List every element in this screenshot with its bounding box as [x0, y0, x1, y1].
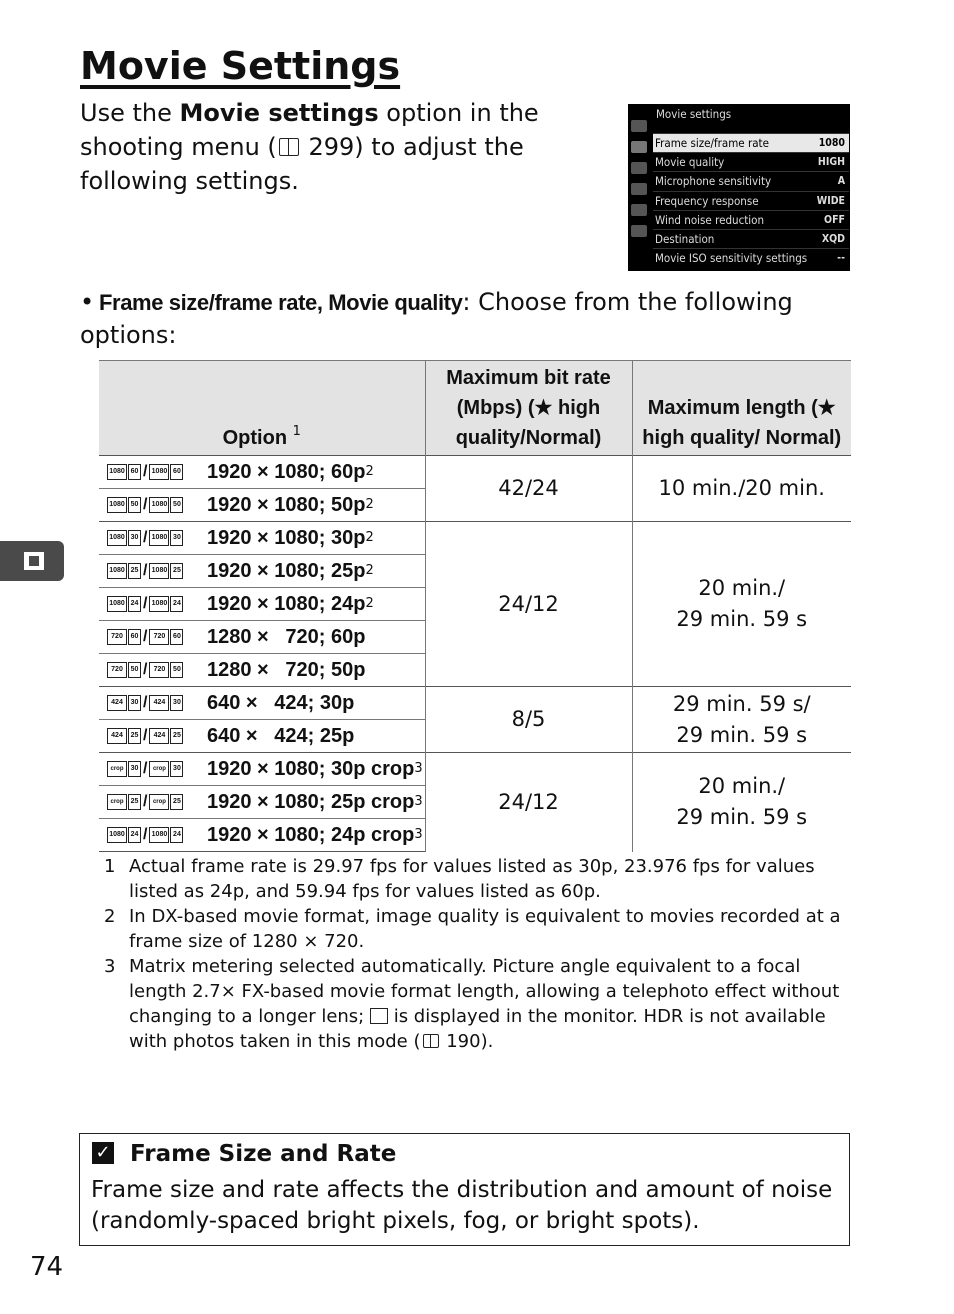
- frame-size-icons: [107, 496, 207, 514]
- footnote: [104, 904, 849, 954]
- frame-size-icon: 1080: [107, 827, 127, 843]
- footnote-number: 3: [104, 956, 116, 977]
- footnote-text-c: ).: [480, 1031, 494, 1052]
- footnote-text-b: is displayed in the monitor. HDR is not available with photos taken in this mode (: [129, 1006, 826, 1052]
- length-cell: [632, 753, 851, 852]
- pencil-icon: [631, 162, 647, 174]
- page-title: Movie Settings: [80, 44, 401, 88]
- frame-size-icon: crop: [107, 761, 127, 777]
- option-label: 1280 × 720; 50p: [207, 658, 366, 681]
- frame-rate-icon: 30: [128, 530, 141, 546]
- menu-item-label: Microphone sensitivity: [655, 174, 772, 189]
- frame-rate-icon: 50: [170, 497, 183, 513]
- frame-size-icons: [107, 529, 207, 547]
- camera-menu-screenshot: [628, 104, 850, 271]
- table-header-row: [99, 361, 851, 456]
- menu-item[interactable]: [653, 248, 849, 267]
- frame-size-icon: 424: [107, 695, 127, 711]
- slash-separator: /: [143, 793, 148, 810]
- frame-rate-icon: 30: [170, 530, 183, 546]
- intro-text-3: ) to adjust the following settings.: [80, 133, 524, 195]
- header-bitrate: Maximum bit rate (Mbps) (★ high quality/Normal): [425, 361, 632, 456]
- bitrate-cell: 24/12: [425, 753, 632, 852]
- page-number: 74: [30, 1252, 64, 1282]
- slash-separator: /: [143, 595, 148, 612]
- option-cell: [99, 654, 425, 687]
- frame-size-icons: [107, 793, 207, 811]
- frame-rate-icon: 24: [170, 827, 183, 843]
- frame-size-icon: 1080: [149, 827, 169, 843]
- frame-size-icon: crop: [107, 794, 127, 810]
- option-label: 1920 × 1080; 50p: [207, 493, 366, 516]
- frame-size-icon: 424: [149, 695, 169, 711]
- frame-rate-icon: 50: [170, 662, 183, 678]
- footnote-text: Actual frame rate is 29.97 fps for values listed as 30p, 23.976 fps for values listed as 24p, and 59.94 fps for values listed as 60p.: [129, 856, 815, 902]
- option-cell: 1080 24 / 1080 24 1920 × 1080; 24p crop 3: [99, 819, 425, 852]
- frame-size-icons: [107, 826, 207, 844]
- menu-item-value: --: [837, 252, 845, 265]
- menu-item-value: HIGH: [817, 156, 845, 169]
- option-cell: crop 30 / crop 30 1920 × 1080; 30p crop 3: [99, 753, 425, 786]
- frame-size-icons: [107, 760, 207, 778]
- frame-size-icons: [107, 463, 207, 481]
- menu-item[interactable]: [653, 229, 849, 248]
- slash-separator: /: [143, 661, 148, 678]
- bullet-paragraph: [80, 286, 840, 352]
- menu-item-value: WIDE: [816, 194, 845, 207]
- slash-separator: /: [143, 694, 148, 711]
- menu-item-value: XQD: [821, 233, 845, 246]
- length-line-2: 29 min. 59 s: [676, 607, 808, 631]
- menu-item[interactable]: [653, 133, 849, 152]
- frame-size-icon: 720: [107, 629, 127, 645]
- frame-size-icon: 1080: [107, 464, 127, 480]
- footnote-text-a: Matrix metering selected automatically. Picture angle equivalent to a focal length 2.7× FX-based movie format length, allowing a telephoto effect without changing to a longer lens;: [129, 956, 840, 1027]
- menu-item-label: Frequency response: [655, 193, 759, 208]
- menu-item[interactable]: [653, 152, 849, 171]
- frame-size-icon: 1080: [107, 497, 127, 513]
- frame-rate-icon: 30: [170, 761, 183, 777]
- bitrate-cell: 24/12: [425, 522, 632, 687]
- frame-rate-icon: 30: [128, 761, 141, 777]
- intro-ref[interactable]: 299: [308, 133, 355, 161]
- option-cell: crop 25 / crop 25 1920 × 1080; 25p crop 3: [99, 786, 425, 819]
- menu-item-label: Destination: [655, 232, 715, 247]
- frame-rate-icon: 24: [170, 596, 183, 612]
- frame-rate-icon: 30: [128, 695, 141, 711]
- frame-size-icons: [107, 727, 207, 745]
- menu-item-label: Movie ISO sensitivity settings: [655, 251, 808, 266]
- option-label: 640 × 424; 25p: [207, 724, 355, 747]
- frame-rate-icon: 60: [170, 629, 183, 645]
- book-reference-icon: [279, 138, 299, 156]
- table-row: [99, 753, 851, 786]
- movie-section-tab: [0, 541, 64, 581]
- option-cell: [99, 621, 425, 654]
- checkmark-icon: ✓: [92, 1142, 114, 1164]
- length-line-1: 20 min./: [698, 576, 786, 600]
- frame-size-icon: 1080: [107, 596, 127, 612]
- slash-separator: /: [143, 760, 148, 777]
- header-length: Maximum length (★ high quality/ Normal): [632, 361, 851, 456]
- camera-icon: [631, 141, 647, 153]
- option-cell: 1080 24 / 1080 24 1920 × 1080; 24p 2: [99, 588, 425, 621]
- slash-separator: /: [143, 727, 148, 744]
- footnote-number: 1: [104, 856, 116, 877]
- frame-size-icon: 1080: [149, 464, 169, 480]
- option-cell: 1080 50 / 1080 50 1920 × 1080; 50p 2: [99, 489, 425, 522]
- frame-rate-icon: 24: [128, 596, 141, 612]
- retouch-icon: [631, 204, 647, 216]
- frame-size-icons: [107, 562, 207, 580]
- frame-size-icon: 720: [107, 662, 127, 678]
- frame-size-icon: 1080: [107, 530, 127, 546]
- length-line-2: 29 min. 59 s: [676, 805, 808, 830]
- menu-item[interactable]: [653, 171, 849, 190]
- slash-separator: /: [143, 463, 148, 480]
- table-row: [99, 522, 851, 555]
- header-option-text: Option: [222, 427, 288, 449]
- menu-item[interactable]: [653, 210, 849, 229]
- footnotes: [104, 854, 849, 1054]
- bullet-lead: Frame size/frame rate, Movie quality: [99, 290, 463, 315]
- frame-size-icon: 1080: [149, 563, 169, 579]
- menu-item-value: A: [837, 175, 845, 188]
- slash-separator: /: [143, 562, 148, 579]
- menu-item-label: Frame size/frame rate: [655, 136, 769, 151]
- frame-size-icon: 1080: [107, 563, 127, 579]
- footnote: [104, 954, 849, 1054]
- footnote-ref[interactable]: 190: [446, 1031, 481, 1052]
- option-label: 1920 × 1080; 30p: [207, 526, 366, 549]
- header-option-sup: 1: [292, 424, 301, 439]
- movie-camera-icon: [24, 552, 44, 570]
- menu-item-label: Movie quality: [655, 155, 725, 170]
- menu-list: [653, 133, 849, 267]
- frame-rate-icon: 50: [128, 662, 141, 678]
- options-table: [99, 360, 851, 852]
- frame-size-icon: 720: [149, 629, 169, 645]
- intro-bold: Movie settings: [179, 99, 379, 127]
- frame-rate-icon: 25: [170, 794, 183, 810]
- footnote-number: 2: [104, 906, 116, 927]
- frame-size-icon: 1080: [149, 596, 169, 612]
- option-label: 1920 × 1080; 25p: [207, 559, 366, 582]
- bullet-text: : Choose from the following options:: [80, 288, 793, 349]
- table-row: [99, 456, 851, 489]
- wrench-icon: [631, 183, 647, 195]
- frame-rate-icon: 24: [128, 827, 141, 843]
- option-cell: [99, 687, 425, 720]
- frame-size-icons: [107, 661, 207, 679]
- intro-text-1: Use the: [80, 99, 180, 127]
- menu-item[interactable]: [653, 191, 849, 210]
- length-cell: [632, 522, 851, 687]
- frame-size-icon: crop: [149, 794, 169, 810]
- frame-rate-icon: 60: [128, 629, 141, 645]
- my-menu-icon: [631, 225, 647, 237]
- option-cell: [99, 720, 425, 753]
- length-line-2: 29 min. 59 s: [676, 722, 808, 747]
- table-row: [99, 687, 851, 720]
- option-label: 1920 × 1080; 24p: [207, 592, 366, 615]
- slash-separator: /: [143, 496, 148, 513]
- option-label: 1920 × 1080; 30p crop: [207, 757, 415, 780]
- frame-rate-icon: 50: [128, 497, 141, 513]
- length-line-1: 20 min./: [698, 774, 786, 799]
- option-label: 1920 × 1080; 24p crop: [207, 823, 415, 846]
- frame-size-icons: [107, 694, 207, 712]
- bitrate-cell: 42/24: [425, 456, 632, 522]
- slash-separator: /: [143, 529, 148, 546]
- frame-rate-icon: 30: [170, 695, 183, 711]
- option-label: 1280 × 720; 60p: [207, 625, 366, 648]
- book-reference-icon: [423, 1034, 439, 1048]
- frame-rate-icon: 25: [170, 563, 183, 579]
- header-option: [99, 361, 425, 456]
- frame-rate-icon: 25: [128, 794, 141, 810]
- frame-size-icons: [107, 595, 207, 613]
- frame-rate-icon: 60: [128, 464, 141, 480]
- frame-rate-icon: 25: [170, 728, 183, 744]
- frame-size-icon: 424: [107, 728, 127, 744]
- menu-item-value: 1080: [818, 137, 845, 150]
- playback-icon: [631, 120, 647, 132]
- option-label: 1920 × 1080; 25p crop: [207, 790, 415, 813]
- slash-separator: /: [143, 826, 148, 843]
- footnote: [104, 854, 849, 904]
- frame-size-icon: crop: [149, 761, 169, 777]
- frame-size-icon: 1080: [149, 530, 169, 546]
- menu-title: Movie settings: [656, 107, 732, 121]
- option-cell: 1080 30 / 1080 30 1920 × 1080; 30p 2: [99, 522, 425, 555]
- menu-item-label: Wind noise reduction: [655, 212, 765, 227]
- note-box: [79, 1133, 850, 1246]
- length-cell: [632, 687, 851, 753]
- bitrate-cell: 8/5: [425, 687, 632, 753]
- frame-rate-icon: 25: [128, 728, 141, 744]
- frame-size-icon: 720: [149, 662, 169, 678]
- frame-rate-icon: 60: [170, 464, 183, 480]
- bullet-dot: •: [80, 288, 95, 316]
- option-cell: 1080 25 / 1080 25 1920 × 1080; 25p 2: [99, 555, 425, 588]
- length-line-1: 29 min. 59 s/: [672, 691, 811, 716]
- frame-size-icon: 1080: [149, 497, 169, 513]
- frame-size-icon: 424: [149, 728, 169, 744]
- note-title: Frame Size and Rate: [130, 1141, 397, 1167]
- menu-tab-strip: [628, 114, 650, 264]
- intro-text-2: option in the shooting menu (: [80, 99, 539, 161]
- intro-paragraph: [80, 96, 580, 198]
- option-label: 1920 × 1080; 60p: [207, 460, 366, 483]
- crop-indicator-icon: [370, 1008, 388, 1024]
- frame-rate-icon: 25: [128, 563, 141, 579]
- option-cell: 1080 60 / 1080 60 1920 × 1080; 60p 2: [99, 456, 425, 489]
- slash-separator: /: [143, 628, 148, 645]
- menu-item-value: OFF: [824, 213, 845, 226]
- length-cell: 10 min./20 min.: [632, 456, 851, 522]
- option-label: 640 × 424; 30p: [207, 691, 355, 714]
- frame-size-icons: [107, 628, 207, 646]
- footnote-text: In DX-based movie format, image quality is equivalent to movies recorded at a frame size of 1280 × 720.: [129, 906, 841, 952]
- note-body: Frame size and rate affects the distribution and amount of noise (randomly-spaced bright pixels, fog, or bright spots).: [91, 1177, 833, 1234]
